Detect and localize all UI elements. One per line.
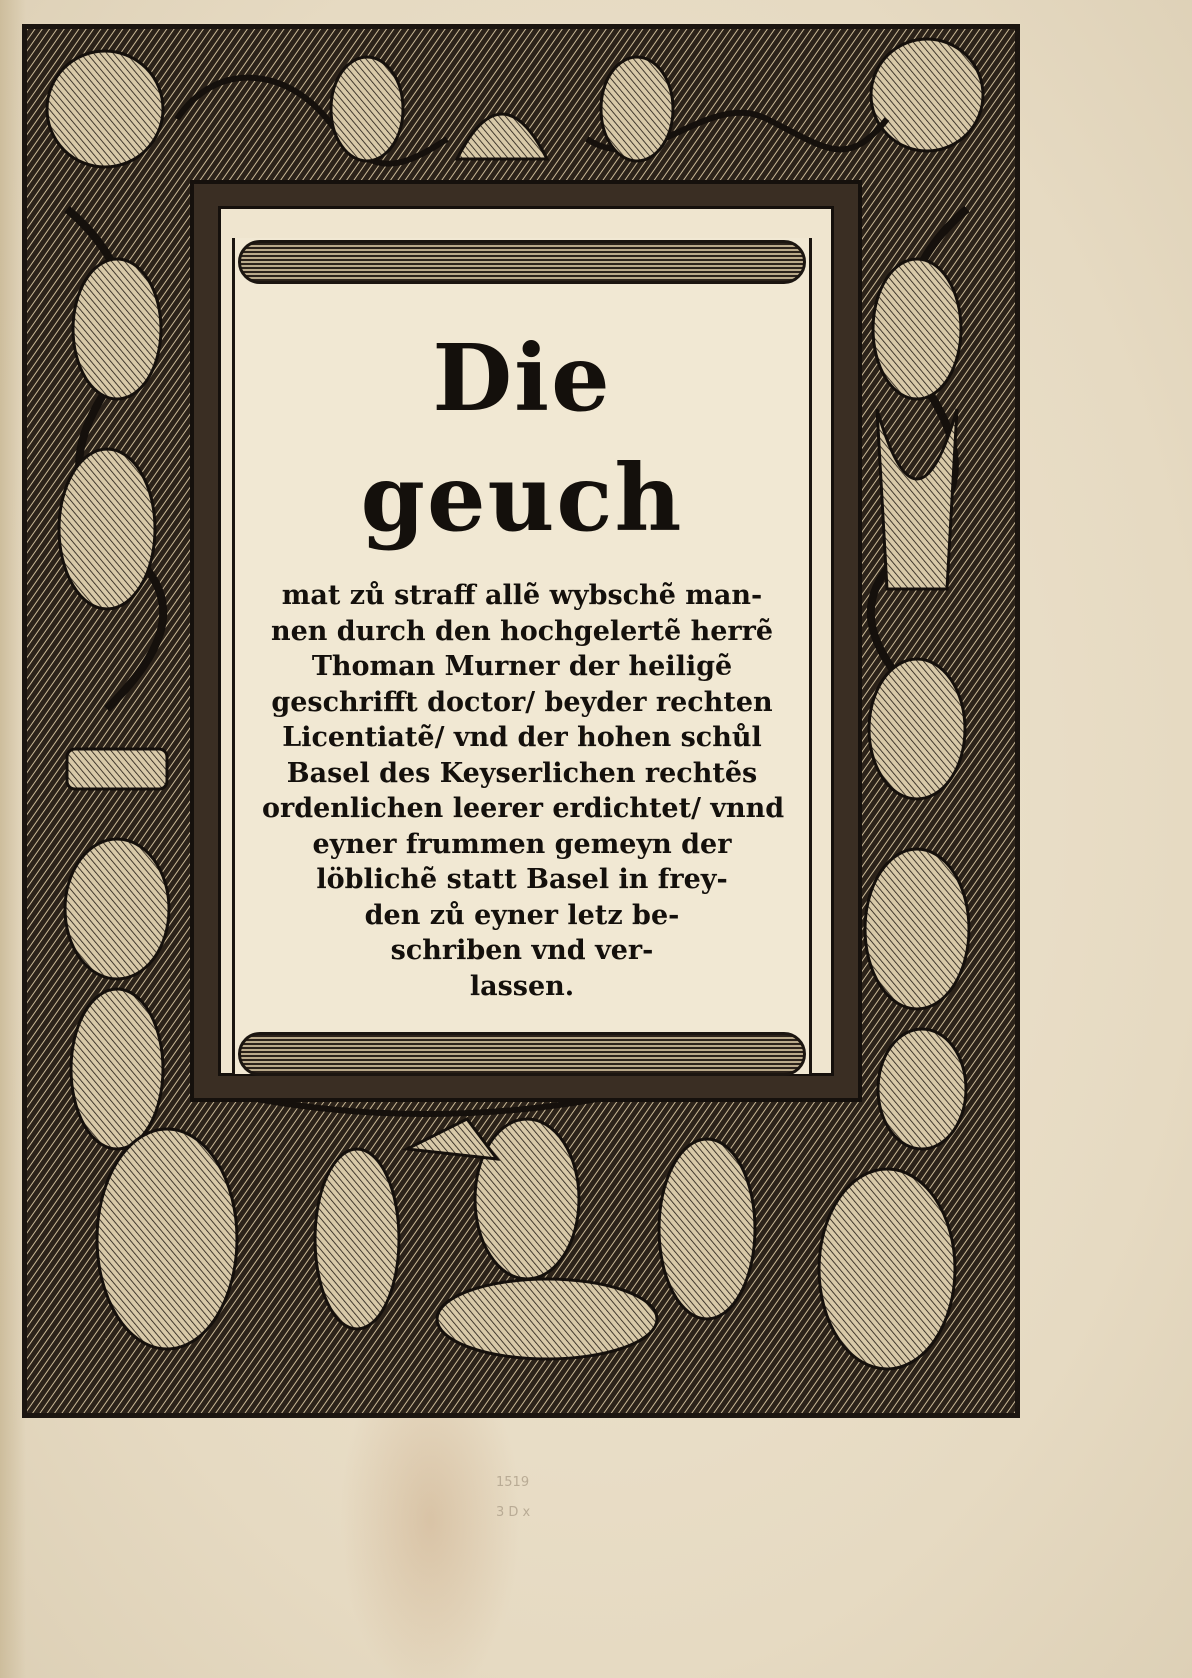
putto-top-left (331, 57, 403, 161)
shelf-mark: 3 D x (496, 1505, 531, 1520)
book-title: Die geuch (360, 324, 684, 552)
pencil-date: 1519 (496, 1475, 530, 1490)
title-line: nen durch den hochgelertẽ herrẽ (270, 615, 774, 647)
title-line: Basel des Keyserlichen rechtẽs (286, 757, 758, 789)
title-line: eyner frummen gemeyn der (312, 828, 732, 860)
urn-left (67, 749, 167, 789)
putto-pushing (659, 1139, 755, 1319)
scroll-roll-bottom (238, 1032, 806, 1076)
title-line: Licentiatẽ/ vnd der hohen schůl (282, 722, 762, 753)
goat (437, 1279, 657, 1359)
title-line: schriben vnd ver- (390, 935, 654, 966)
putto-top-right (601, 57, 673, 161)
title-line: löblichẽ statt Basel in frey- (316, 864, 728, 895)
title-block (262, 318, 785, 1004)
title-line: den zů eyner letz be- (364, 899, 680, 931)
title-line: mat zů straff allẽ wybschẽ man- (281, 580, 763, 611)
pencil-marginalia (496, 1468, 530, 1528)
title-line: ordenlichen leerer erdichtet/ vnnd (262, 793, 785, 824)
putto-pulling (315, 1149, 399, 1329)
portrait-medallion-right (871, 39, 983, 151)
title-line: lassen. (469, 970, 575, 1002)
putto-bottom-right (819, 1169, 955, 1369)
putto-horn (475, 1119, 579, 1279)
scroll-roll-top (238, 240, 806, 284)
title-line: Thoman Murner der heiligẽ (311, 651, 733, 682)
portrait-medallion-left (47, 51, 163, 167)
putto-bottom-left (97, 1129, 237, 1349)
title-line: geschrifft doctor/ beyder rechten (271, 686, 773, 718)
